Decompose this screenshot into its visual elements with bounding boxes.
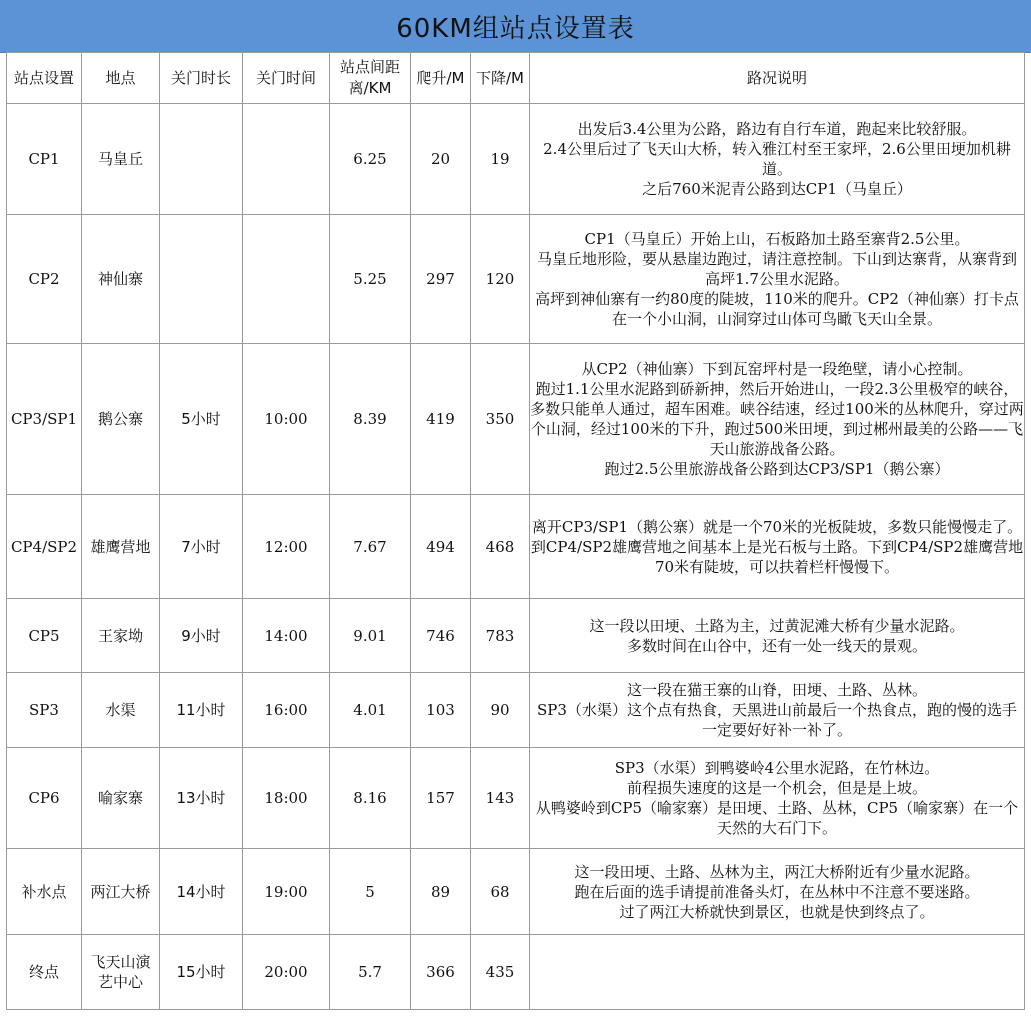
descent-cell: 19	[471, 104, 530, 215]
cutoff-duration-cell: 11小时	[160, 673, 243, 748]
header-descent: 下降/M	[471, 53, 530, 104]
notes-line: 从CP2（神仙寨）下到瓦窑坪村是一段绝壁，请小心控制。	[581, 360, 973, 378]
distance-cell: 8.39	[330, 344, 411, 495]
header-cutoff-time: 关门时间	[243, 53, 330, 104]
notes-cell	[530, 495, 1025, 599]
distance-cell: 9.01	[330, 599, 411, 673]
cutoff-duration-cell: 14小时	[160, 849, 243, 935]
table-row	[7, 599, 1025, 673]
descent-cell: 120	[471, 215, 530, 344]
climb-cell: 20	[411, 104, 471, 215]
distance-cell: 5.25	[330, 215, 411, 344]
cutoff-time-cell: 10:00	[243, 344, 330, 495]
notes-line: SP3（水渠）这个点有热食，天黑进山前最后一个热食点，跑的慢的选手一定要好好补一补了。	[537, 701, 1017, 739]
header-notes: 路况说明	[530, 53, 1025, 104]
table-row	[7, 495, 1025, 599]
header-place: 地点	[82, 53, 160, 104]
descent-cell: 350	[471, 344, 530, 495]
header-cutoff-duration: 关门时长	[160, 53, 243, 104]
descent-cell: 435	[471, 935, 530, 1010]
notes-line: 从鸭婆岭到CP5（喻家寨）是田埂、土路、丛林，CP5（喻家寨）在一个天然的大石门下。	[535, 799, 1019, 837]
place-cell: 马皇丘	[82, 104, 160, 215]
cutoff-duration-cell	[160, 104, 243, 215]
notes-cell	[530, 673, 1025, 748]
header-station: 站点设置	[7, 53, 82, 104]
climb-cell: 494	[411, 495, 471, 599]
place-cell: 神仙寨	[82, 215, 160, 344]
header-distance: 站点间距离/KM	[330, 53, 411, 104]
descent-cell: 68	[471, 849, 530, 935]
notes-line: 前程损失速度的这是一个机会，但是是上坡。	[626, 779, 927, 797]
table-row	[7, 104, 1025, 215]
distance-cell: 7.67	[330, 495, 411, 599]
climb-cell: 103	[411, 673, 471, 748]
table-title: 60KM组站点设置表	[0, 0, 1031, 53]
notes-cell	[530, 935, 1025, 1010]
station-cell: CP6	[7, 748, 82, 849]
cutoff-time-cell: 18:00	[243, 748, 330, 849]
notes-line: 马皇丘地形险，要从悬崖边跑过，请注意控制。下山到达寨背，从寨背到高坪1.7公里水泥路。	[536, 250, 1017, 288]
notes-line: 之后760米泥青公路到达CP1（马皇丘）	[642, 180, 912, 198]
place-cell: 水渠	[82, 673, 160, 748]
table-row	[7, 748, 1025, 849]
distance-cell: 6.25	[330, 104, 411, 215]
header-climb: 爬升/M	[411, 53, 471, 104]
notes-line: 跑在后面的选手请提前准备头灯，在丛林中不注意不要迷路。	[574, 882, 980, 901]
notes-line: 多数时间在山谷中，还有一处一线天的景观。	[626, 636, 927, 655]
place-cell: 雄鹰营地	[82, 495, 160, 599]
climb-cell: 297	[411, 215, 471, 344]
descent-cell: 143	[471, 748, 530, 849]
cutoff-duration-cell: 15小时	[160, 935, 243, 1010]
descent-cell: 783	[471, 599, 530, 673]
notes-line: 离开CP3/SP1（鹅公寨）就是一个70米的光板陡坡，多数只能慢慢走了。	[531, 517, 1023, 536]
notes-cell	[530, 748, 1025, 849]
notes-line: 这一段田埂、土路、丛林为主，两江大桥附近有少量水泥路。	[574, 862, 980, 881]
notes-line: 2.4公里后过了飞天山大桥，转入雅江村至王家坪，2.6公里田埂加机耕道。	[543, 140, 1011, 178]
climb-cell: 419	[411, 344, 471, 495]
table-row	[7, 344, 1025, 495]
distance-cell: 5	[330, 849, 411, 935]
cutoff-time-cell: 20:00	[243, 935, 330, 1010]
place-cell: 鹅公寨	[82, 344, 160, 495]
cutoff-time-cell: 12:00	[243, 495, 330, 599]
table-row	[7, 215, 1025, 344]
notes-cell	[530, 849, 1025, 935]
cutoff-time-cell	[243, 104, 330, 215]
station-table	[6, 52, 1025, 1010]
cutoff-time-cell: 19:00	[243, 849, 330, 935]
station-cell: CP1	[7, 104, 82, 215]
header-row	[7, 53, 1025, 104]
cutoff-time-cell: 14:00	[243, 599, 330, 673]
notes-line: 跑过2.5公里旅游战备公路到达CP3/SP1（鹅公寨）	[604, 460, 950, 478]
station-cell: CP2	[7, 215, 82, 344]
climb-cell: 157	[411, 748, 471, 849]
distance-cell: 8.16	[330, 748, 411, 849]
notes-cell	[530, 104, 1025, 215]
table-row	[7, 849, 1025, 935]
climb-cell: 366	[411, 935, 471, 1010]
notes-line: 高坪到神仙寨有一约80度的陡坡，110米的爬升。CP2（神仙寨）打卡点在一个小山洞，山洞穿过山体可鸟瞰飞天山全景。	[535, 290, 1019, 328]
notes-cell	[530, 215, 1025, 344]
cutoff-duration-cell	[160, 215, 243, 344]
station-cell: 补水点	[7, 849, 82, 935]
table-row	[7, 935, 1025, 1010]
station-cell: SP3	[7, 673, 82, 748]
cutoff-duration-cell: 9小时	[160, 599, 243, 673]
distance-cell: 5.7	[330, 935, 411, 1010]
notes-line: 到CP4/SP2雄鹰营地之间基本上是光石板与土路。下到CP4/SP2雄鹰营地70米有陡坡，可以扶着栏杆慢慢下。	[530, 537, 1024, 576]
descent-cell: 90	[471, 673, 530, 748]
station-cell: CP3/SP1	[7, 344, 82, 495]
notes-line: 出发后3.4公里为公路，路边有自行车道，跑起来比较舒服。	[577, 120, 977, 138]
notes-cell	[530, 344, 1025, 495]
notes-line: CP1（马皇丘）开始上山，石板路加土路至寨背2.5公里。	[584, 230, 970, 248]
place-cell: 王家坳	[82, 599, 160, 673]
table-row	[7, 673, 1025, 748]
place-cell: 两江大桥	[82, 849, 160, 935]
cutoff-duration-cell: 13小时	[160, 748, 243, 849]
station-cell: 终点	[7, 935, 82, 1010]
notes-line: 这一段在猫王寨的山脊，田埂、土路、丛林。	[626, 681, 927, 699]
cutoff-time-cell: 16:00	[243, 673, 330, 748]
cutoff-time-cell	[243, 215, 330, 344]
station-cell: CP4/SP2	[7, 495, 82, 599]
notes-line: 跑过1.1公里水泥路到硚新抻，然后开始进山，一段2.3公里极窄的峡谷，多数只能单人通过，超车困难。峡谷结速，经过100米的丛林爬升，穿过两个山洞，经过100米的下升，跑过500米田埂，到过郴州最美的公路——飞天山旅游战备公路。	[530, 380, 1024, 458]
notes-cell	[530, 599, 1025, 673]
climb-cell: 89	[411, 849, 471, 935]
climb-cell: 746	[411, 599, 471, 673]
station-cell: CP5	[7, 599, 82, 673]
place-cell: 飞天山演艺中心	[82, 935, 160, 1010]
notes-line: 过了两江大桥就快到景区，也就是快到终点了。	[619, 902, 935, 921]
descent-cell: 468	[471, 495, 530, 599]
notes-line: 这一段以田埂、土路为主，过黄泥滩大桥有少量水泥路。	[589, 616, 965, 635]
notes-line: SP3（水渠）到鸭婆岭4公里水泥路，在竹林边。	[614, 759, 940, 777]
cutoff-duration-cell: 7小时	[160, 495, 243, 599]
distance-cell: 4.01	[330, 673, 411, 748]
place-cell: 喻家寨	[82, 748, 160, 849]
cutoff-duration-cell: 5小时	[160, 344, 243, 495]
